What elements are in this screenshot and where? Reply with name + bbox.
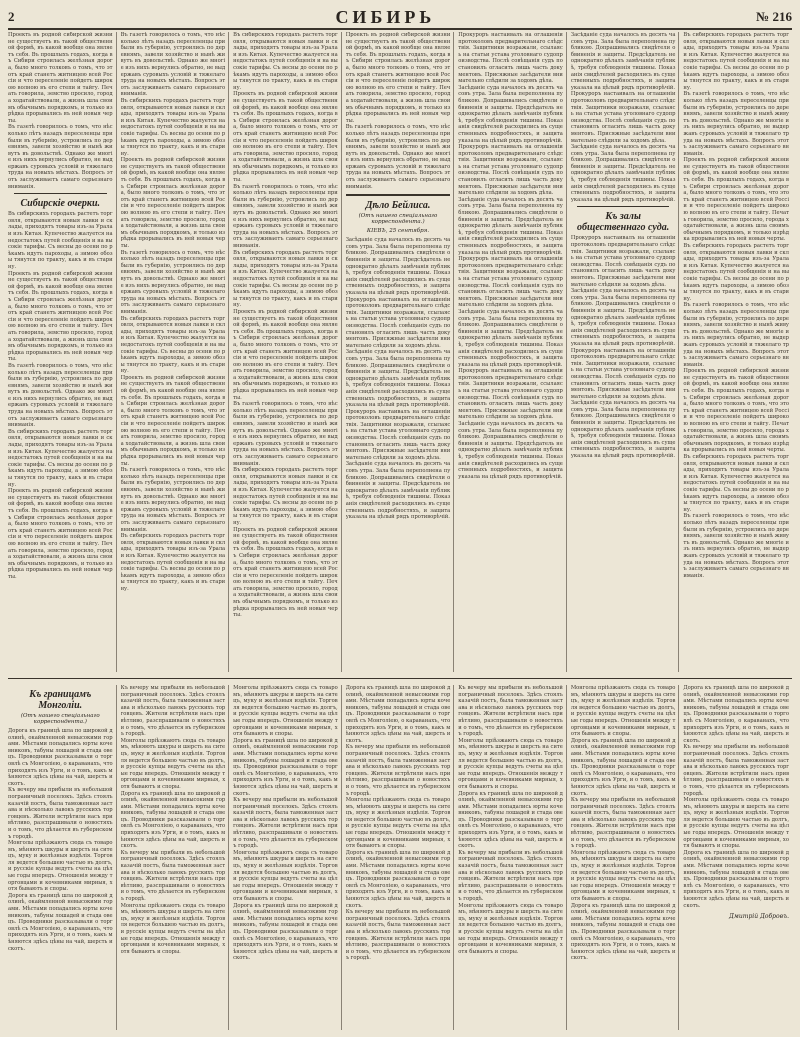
- article-text: Проекть въ родной сибирской жизни не существуетъ въ такой общественной формѣ, въ какой вообще она являетъ себя. Въ прошлыхъ годахъ, когда въ Сибири строилась желѣзная дорога, было много толковъ о томъ, что этотъ край станетъ житницею всей Россіи и что переселеніе пойдетъ широкою волною въ его степи и тайгу. Печать говорила, земство просило, города ходатайствовали, а жизнь шла своимъ обычнымъ порядкомъ, и только изрѣдка прорывались въ ней новыя черты.: [120, 374, 226, 467]
- article-text: Прокуроръ настаивалъ на оглашеніи протоколовъ предварительнаго слѣдствія. Защитники возражали, ссылаясь на статьи устава уголовнаго судопроизводства. Послѣ совѣщанія судъ постановилъ огласить лишь часть документовъ. Присяжные засѣдатели внимательно слѣдили за ходомъ дѣла.: [458, 32, 563, 85]
- article-heading: Дѣло Бейлиса.: [365, 200, 431, 212]
- article-text: Въ газетѣ говорилось о томъ, что нѣсколько лѣтъ назадъ переселенцы прибыли въ губернію, устроились по деревнямъ, завели хозяйство и нынѣ живутъ въ довольствѣ. Однако же многіе изъ нихъ вернулись обратно, не выдержавъ суровыхъ условій и тяжелаго труда на новыхъ мѣстахъ. Вопросъ этотъ заслуживаетъ самаго серьезнаго вниманія.: [345, 124, 451, 190]
- feuilleton-column-3: [233, 685, 342, 1030]
- article-text: Монголы пріѣзжаютъ сюда съ товаромъ, мѣняютъ шкуры и шерсть на ситецъ, муку и желѣзныя издѣлія. Торговля ведется большею частью въ долгъ, и русскіе купцы ведутъ счеты на цѣлые годы впередъ. Отношенія между торговцами и кочевниками мирныя, хотя бываютъ и споры.: [570, 849, 676, 902]
- article-text: Засѣданіе суда началось въ десять часовъ утра. Зала была переполнена публикою. Допрашивались свидѣтели обвиненія и защиты. Предсѣдатель неоднократно дѣлалъ замѣчанія публикѣ, требуя соблюденія тишины. Показанія свидѣтелей расходились въ существенныхъ подробностяхъ, и защита указала на цѣлый рядъ противорѣчій.: [345, 237, 451, 296]
- feuilleton-column-4: [346, 685, 455, 1030]
- article-text: Дорога къ границѣ шла по широкой долинѣ, окаймленной невысокими горами. Мѣстами попадались юрты кочевниковъ, табуны лошадей и стада овецъ. Проводники разсказывали о торговлѣ съ Монголіею, о караванахъ, что приходятъ изъ Урги, и о томъ, какъ мѣняются здѣсь цѣны на чай, шерсть и скотъ.: [570, 737, 676, 797]
- article-text: Въ сибирскихъ городахъ растетъ торговля, открываются новыя лавки и склады, приходятъ товары изъ-за Урала и изъ Китая. Купечество жалуется на недостатокъ путей сообщенія и на высокіе тарифы. Съ весны до осени по рѣкамъ идутъ пароходы, а зимою обозы тянутся по тракту, какъ и въ старину.: [120, 97, 226, 157]
- article-text: Монголы пріѣзжаютъ сюда съ товаромъ, мѣняютъ шкуры и шерсть на ситецъ, муку и желѣзныя издѣлія. Торговля ведется большею частью въ долгъ, и русскіе купцы ведутъ счеты на цѣлые годы впередъ. Отношенія между торговцами и кочевниками мирныя, хотя бываютъ и споры.: [570, 685, 676, 738]
- article-text: Дорога къ границѣ шла по широкой долинѣ, окаймленной невысокими горами. Мѣстами попадались юрты кочевниковъ, табуны лошадей и стада овецъ. Проводники разсказывали о торговлѣ съ Монголіею, о караванахъ, что приходятъ изъ Урги, и о томъ, какъ мѣняются здѣсь цѣны на чай, шерсть и скотъ.: [233, 902, 338, 962]
- article-text: Прокуроръ настаивалъ на оглашеніи протоколовъ предварительнаго слѣдствія. Защитники возражали, ссылаясь на статьи устава уголовнаго судопроизводства. Послѣ совѣщанія судъ постановилъ огласить лишь часть документовъ. Присяжные засѣдатели внимательно слѣдили за ходомъ дѣла.: [345, 408, 451, 461]
- article-text: Къ вечеру мы прибыли въ небольшой пограничный поселокъ. Здѣсь стоялъ казачій постъ, была таможенная застава и нѣсколько лавокъ русскихъ торговцевъ. Жители встрѣтили насъ привѣтливо, разспрашивали о новостяхъ и о томъ, что дѣлается въ губернскомъ городѣ.: [120, 849, 226, 902]
- article-text: Засѣданіе суда началось въ десять часовъ утра. Зала была переполнена публикою. Допрашивались свидѣтели обвиненія и защиты. Предсѣдатель неоднократно дѣлалъ замѣчанія публикѣ, требуя соблюденія тишины. Показанія свидѣтелей расходились въ существенныхъ подробностяхъ, и защита указала на цѣлый рядъ противорѣчій.: [458, 421, 563, 480]
- article-text: Проекть въ родной сибирской жизни не существуетъ въ такой общественной формѣ, въ какой вообще она являетъ себя. Въ прошлыхъ годахъ, когда въ Сибири строилась желѣзная дорога, было много толковъ о томъ, что этотъ край станетъ житницею всей Россіи и что переселеніе пойдетъ широкою волною въ его степи и тайгу. Печать говорила, земство просило, города ходатайствовали, а жизнь шла своимъ обычнымъ порядкомъ, и только изрѣдка прорывались въ ней новыя черты.: [8, 488, 113, 580]
- article-signature: Дмитрій Добровъ.: [729, 913, 789, 921]
- article-text: Прокуроръ настаивалъ на оглашеніи протоколовъ предварительнаго слѣдствія. Защитники возражали, ссылаясь на статьи устава уголовнаго судопроизводства. Послѣ совѣщанія судъ постановилъ огласить лишь часть документовъ. Присяжные засѣдатели внимательно слѣдили за ходомъ дѣла.: [570, 347, 676, 400]
- article-text: Монголы пріѣзжаютъ сюда съ товаромъ, мѣняютъ шкуры и шерсть на ситецъ, муку и желѣзныя издѣлія. Торговля ведется большею частью въ долгъ, и русскіе купцы ведутъ счеты на цѣлые годы впередъ. Отношенія между торговцами и кочевниками мирныя, хотя бываютъ и споры.: [8, 840, 113, 893]
- article-text: Въ сибирскихъ городахъ растетъ торговля, открываются новыя лавки и склады, приходятъ товары изъ-за Урала и изъ Китая. Купечество жалуется на недостатокъ путей сообщенія и на высокіе тарифы. Съ весны до осени по рѣкамъ идутъ пароходы, а зимою обозы тянутся по тракту, какъ и въ старину.: [120, 315, 226, 375]
- article-text: Въ газетѣ говорилось о томъ, что нѣсколько лѣтъ назадъ переселенцы прибыли въ губернію, устроились по деревнямъ, завели хозяйство и нынѣ живутъ въ довольствѣ. Однако же многіе изъ нихъ вернулись обратно, не выдержавъ суровыхъ условій и тяжелаго труда на новыхъ мѣстахъ. Вопросъ этотъ заслуживаетъ самаго серьезнаго вниманія.: [233, 401, 338, 467]
- article-text: Въ сибирскихъ городахъ растетъ торговля, открываются новыя лавки и склады, приходятъ товары изъ-за Урала и изъ Китая. Купечество жалуется на недостатокъ путей сообщенія и на высокіе тарифы. Съ весны до осени по рѣкамъ идутъ пароходы, а зимою обозы тянутся по тракту, какъ и въ старину.: [233, 249, 338, 309]
- divider: [346, 194, 451, 196]
- article-text: Проекть въ родной сибирской жизни не существуетъ въ такой общественной формѣ, въ какой вообще она являетъ себя. Въ прошлыхъ годахъ, когда въ Сибири строилась желѣзная дорога, было много толковъ о томъ, что этотъ край станетъ житницею всей Россіи и что переселеніе пойдетъ широкою волною въ его степи и тайгу. Печать говорила, земство просило, города ходатайствовали, а жизнь шла своимъ обычнымъ порядкомъ, и только изрѣдка прорывались въ ней новыя черты.: [8, 270, 113, 363]
- masthead: [8, 6, 792, 30]
- article-text: Къ вечеру мы прибыли въ небольшой пограничный поселокъ. Здѣсь стоялъ казачій постъ, была таможенная застава и нѣсколько лавокъ русскихъ торговцевъ. Жители встрѣтили насъ привѣтливо, разспрашивали о новостяхъ и о томъ, что дѣлается въ губернскомъ городѣ.: [458, 849, 563, 902]
- article-text: Монголы пріѣзжаютъ сюда съ товаромъ, мѣняютъ шкуры и шерсть на ситецъ, муку и желѣзныя издѣлія. Торговля ведется большею частью въ долгъ, и русскіе купцы ведутъ счеты на цѣлые годы впередъ. Отношенія между торговцами и кочевниками мирныя, хотя бываютъ и споры.: [683, 797, 789, 850]
- article-text: Проекть въ родной сибирской жизни не существуетъ въ такой общественной формѣ, въ какой вообще она являетъ себя. Въ прошлыхъ годахъ, когда въ Сибири строилась желѣзная дорога, было много толковъ о томъ, что этотъ край станетъ житницею всей Россіи и что переселеніе пойдетъ широкою волною въ его степи и тайгу. Печать говорила, земство просило, города ходатайствовали, а жизнь шла своимъ обычнымъ порядкомъ, и только изрѣдка прорывались въ ней новыя черты.: [233, 526, 338, 619]
- article-text: Засѣданіе суда началось въ десять часовъ утра. Зала была переполнена публикою. Допрашивались свидѣтели обвиненія и защиты. Предсѣдатель неоднократно дѣлалъ замѣчанія публикѣ, требуя соблюденія тишины. Показанія свидѣтелей расходились въ существенныхъ подробностяхъ, и защита указала на цѣлый рядъ противорѣчій.: [570, 288, 676, 347]
- divider: [577, 206, 670, 207]
- article-subhead: (Отъ нашего спеціальнаго корреспондента.): [20, 713, 100, 725]
- article-text: Монголы пріѣзжаютъ сюда съ товаромъ, мѣняютъ шкуры и шерсть на ситецъ, муку и желѣзныя издѣлія. Торговля ведется большею частью въ долгъ, и русскіе купцы ведутъ счеты на цѣлые годы впередъ. Отношенія между торговцами и кочевниками мирныя, хотя бываютъ и споры.: [120, 902, 226, 955]
- article-text: Прокуроръ настаивалъ на оглашеніи протоколовъ предварительнаго слѣдствія. Защитники возражали, ссылаясь на статьи устава уголовнаго судопроизводства. Послѣ совѣщанія судъ постановилъ огласить лишь часть документовъ. Присяжные засѣдатели внимательно слѣдили за ходомъ дѣла.: [458, 256, 563, 309]
- article-heading: Сибирскіе очерки.: [20, 198, 101, 210]
- article-text: Прокуроръ настаивалъ на оглашеніи протоколовъ предварительнаго слѣдствія. Защитники возражали, ссылаясь на статьи устава уголовнаго судопроизводства. Послѣ совѣщанія судъ постановилъ огласить лишь часть документовъ. Присяжные засѣдатели внимательно слѣдили за ходомъ дѣла.: [458, 368, 563, 421]
- article-text: Къ вечеру мы прибыли въ небольшой пограничный поселокъ. Здѣсь стоялъ казачій постъ, была таможенная застава и нѣсколько лавокъ русскихъ торговцевъ. Жители встрѣтили насъ привѣтливо, разспрашивали о новостяхъ и о томъ, что дѣлается въ губернскомъ городѣ.: [345, 909, 451, 962]
- lower-columns: [8, 678, 792, 1030]
- article-text: Прокуроръ настаивалъ на оглашеніи протоколовъ предварительнаго слѣдствія. Защитники возражали, ссылаясь на статьи устава уголовнаго судопроизводства. Послѣ совѣщанія судъ постановилъ огласить лишь часть документовъ. Присяжные засѣдатели внимательно слѣдили за ходомъ дѣла.: [458, 144, 563, 197]
- article-text: Монголы пріѣзжаютъ сюда съ товаромъ, мѣняютъ шкуры и шерсть на ситецъ, муку и желѣзныя издѣлія. Торговля ведется большею частью въ долгъ, и русскіе купцы ведутъ счеты на цѣлые годы впередъ. Отношенія между торговцами и кочевниками мирныя, хотя бываютъ и споры.: [345, 797, 451, 850]
- article-text: Въ сибирскихъ городахъ растетъ торговля, открываются новыя лавки и склады, приходятъ товары изъ-за Урала и изъ Китая. Купечество жалуется на недостатокъ путей сообщенія и на высокіе тарифы. Съ весны до осени по рѣкамъ идутъ пароходы, а зимою обозы тянутся по тракту, какъ и въ старину.: [683, 243, 789, 302]
- article-text: Въ сибирскихъ городахъ растетъ торговля, открываются новыя лавки и склады, приходятъ товары изъ-за Урала и изъ Китая. Купечество жалуется на недостатокъ путей сообщенія и на высокіе тарифы. Съ весны до осени по рѣкамъ идутъ пароходы, а зимою обозы тянутся по тракту, какъ и въ старину.: [683, 32, 789, 91]
- upper-columns: [8, 32, 792, 672]
- article-text: Дорога къ границѣ шла по широкой долинѣ, окаймленной невысокими горами. Мѣстами попадались юрты кочевниковъ, табуны лошадей и стада овецъ. Проводники разсказывали о торговлѣ съ Монголіею, о караванахъ, что приходятъ изъ Урги, и о томъ, какъ мѣняются здѣсь цѣны на чай, шерсть и скотъ.: [120, 790, 226, 850]
- column-2: [121, 32, 230, 672]
- article-text: Дорога къ границѣ шла по широкой долинѣ, окаймленной невысокими горами. Мѣстами попадались юрты кочевниковъ, табуны лошадей и стада овецъ. Проводники разсказывали о торговлѣ съ Монголіею, о караванахъ, что приходятъ изъ Урги, и о томъ, какъ мѣняются здѣсь цѣны на чай, шерсть и скотъ.: [8, 892, 113, 952]
- article-text: Засѣданіе суда началось въ десять часовъ утра. Зала была переполнена публикою. Допрашивались свидѣтели обвиненія и защиты. Предсѣдатель неоднократно дѣлалъ замѣчанія публикѣ, требуя соблюденія тишины. Показанія свидѣтелей расходились въ существенныхъ подробностяхъ, и защита указала на цѣлый рядъ противорѣчій.: [570, 144, 676, 203]
- feuilleton-column-1: [8, 685, 117, 1030]
- article-text: Къ вечеру мы прибыли въ небольшой пограничный поселокъ. Здѣсь стоялъ казачій постъ, была таможенная застава и нѣсколько лавокъ русскихъ торговцевъ. Жители встрѣтили насъ привѣтливо, разспрашивали о новостяхъ и о томъ, что дѣлается въ губернскомъ городѣ.: [570, 797, 676, 850]
- article-text: Въ сибирскихъ городахъ растетъ торговля, открываются новыя лавки и склады, приходятъ товары изъ-за Урала и изъ Китая. Купечество жалуется на недостатокъ путей сообщенія и на высокіе тарифы. Съ весны до осени по рѣкамъ идутъ пароходы, а зимою обозы тянутся по тракту, какъ и въ старину.: [683, 454, 789, 513]
- article-text: Прокуроръ настаивалъ на оглашеніи протоколовъ предварительнаго слѣдствія. Защитники возражали, ссылаясь на статьи устава уголовнаго судопроизводства. Послѣ совѣщанія судъ постановилъ огласить лишь часть документовъ. Присяжные засѣдатели внимательно слѣдили за ходомъ дѣла.: [570, 91, 676, 144]
- issue-number: № 216: [756, 9, 792, 24]
- article-text: Прокуроръ настаивалъ на оглашеніи протоколовъ предварительнаго слѣдствія. Защитники возражали, ссылаясь на статьи устава уголовнаго судопроизводства. Послѣ совѣщанія судъ постановилъ огласить лишь часть документовъ. Присяжные засѣдатели внимательно слѣдили за ходомъ дѣла.: [345, 296, 451, 349]
- article-text: Засѣданіе суда началось въ десять часовъ утра. Зала была переполнена публикою. Допрашивались свидѣтели обвиненія и защиты. Предсѣдатель неоднократно дѣлалъ замѣчанія публикѣ, требуя соблюденія тишины. Показанія свидѣтелей расходились въ существенныхъ подробностяхъ, и защита указала на цѣлый рядъ противорѣчій.: [345, 461, 451, 521]
- article-text: Монголы пріѣзжаютъ сюда съ товаромъ, мѣняютъ шкуры и шерсть на ситецъ, муку и желѣзныя издѣлія. Торговля ведется большею частью въ долгъ, и русскіе купцы ведутъ счеты на цѣлые годы впередъ. Отношенія между торговцами и кочевниками мирныя, хотя бываютъ и споры.: [120, 737, 226, 790]
- column-5: [458, 32, 567, 672]
- feuilleton-column-5: [458, 685, 567, 1030]
- article-text: Въ газетѣ говорилось о томъ, что нѣсколько лѣтъ назадъ переселенцы прибыли въ губернію, устроились по деревнямъ, завели хозяйство и нынѣ живутъ въ довольствѣ. Однако же многіе изъ нихъ вернулись обратно, не выдержавъ суровыхъ условій и тяжелаго труда на новыхъ мѣстахъ. Вопросъ этотъ заслуживаетъ самаго серьезнаго вниманія.: [8, 124, 113, 190]
- article-text: Въ газетѣ говорилось о томъ, что нѣсколько лѣтъ назадъ переселенцы прибыли въ губернію, устроились по деревнямъ, завели хозяйство и нынѣ живутъ въ довольствѣ. Однако же многіе изъ нихъ вернулись обратно, не выдержавъ суровыхъ условій и тяжелаго труда на новыхъ мѣстахъ. Вопросъ этотъ заслуживаетъ самаго серьезнаго вниманія.: [683, 91, 789, 157]
- feuilleton-column-2: [121, 685, 230, 1030]
- article-text: Прокуроръ настаивалъ на оглашеніи протоколовъ предварительнаго слѣдствія. Защитники возражали, ссылаясь на статьи устава уголовнаго судопроизводства. Послѣ совѣщанія судъ постановилъ огласить лишь часть документовъ. Присяжные засѣдатели внимательно слѣдили за ходомъ дѣла.: [570, 235, 676, 288]
- article-text: Дорога къ границѣ шла по широкой долинѣ, окаймленной невысокими горами. Мѣстами попадались юрты кочевниковъ, табуны лошадей и стада овецъ. Проводники разсказывали о торговлѣ съ Монголіею, о караванахъ, что приходятъ изъ Урги, и о томъ, какъ мѣняются здѣсь цѣны на чай, шерсть и скотъ.: [458, 790, 563, 850]
- article-text: Въ сибирскихъ городахъ растетъ торговля, открываются новыя лавки и склады, приходятъ товары изъ-за Урала и изъ Китая. Купечество жалуется на недостатокъ путей сообщенія и на высокіе тарифы. Съ весны до осени по рѣкамъ идутъ пароходы, а зимою обозы тянутся по тракту, какъ и въ старину.: [8, 428, 113, 488]
- article-text: Къ вечеру мы прибыли въ небольшой пограничный поселокъ. Здѣсь стоялъ казачій постъ, была таможенная застава и нѣсколько лавокъ русскихъ торговцевъ. Жители встрѣтили насъ привѣтливо, разспрашивали о новостяхъ и о томъ, что дѣлается въ губернскомъ городѣ.: [8, 787, 113, 840]
- article-text: Дорога къ границѣ шла по широкой долинѣ, окаймленной невысокими горами. Мѣстами попадались юрты кочевниковъ, табуны лошадей и стада овецъ. Проводники разсказывали о торговлѣ съ Монголіею, о караванахъ, что приходятъ изъ Урги, и о томъ, какъ мѣняются здѣсь цѣны на чай, шерсть и скотъ.: [233, 737, 338, 797]
- article-text: Проекть въ родной сибирской жизни не существуетъ въ такой общественной формѣ, въ какой вообще она являетъ себя. Въ прошлыхъ годахъ, когда въ Сибири строилась желѣзная дорога, было много толковъ о томъ, что этотъ край станетъ житницею всей Россіи и что переселеніе пойдетъ широкою волною въ его степи и тайгу. Печать говорила, земство просило, города ходатайствовали, а жизнь шла своимъ обычнымъ порядкомъ, и только изрѣдка прорывались въ ней новыя черты.: [233, 91, 338, 184]
- column-1: [8, 32, 117, 672]
- article-text: Монголы пріѣзжаютъ сюда съ товаромъ, мѣняютъ шкуры и шерсть на ситецъ, муку и желѣзныя издѣлія. Торговля ведется большею частью въ долгъ, и русскіе купцы ведутъ счеты на цѣлые годы впередъ. Отношенія между торговцами и кочевниками мирныя, хотя бываютъ и споры.: [458, 737, 563, 790]
- article-text: Дорога къ границѣ шла по широкой долинѣ, окаймленной невысокими горами. Мѣстами попадались юрты кочевниковъ, табуны лошадей и стада овецъ. Проводники разсказывали о торговлѣ съ Монголіею, о караванахъ, что приходятъ изъ Урги, и о томъ, какъ мѣняются здѣсь цѣны на чай, шерсть и скотъ.: [570, 902, 676, 962]
- article-text: Монголы пріѣзжаютъ сюда съ товаромъ, мѣняютъ шкуры и шерсть на ситецъ, муку и желѣзныя издѣлія. Торговля ведется большею частью въ долгъ, и русскіе купцы ведутъ счеты на цѣлые годы впередъ. Отношенія между торговцами и кочевниками мирныя, хотя бываютъ и споры.: [458, 902, 563, 955]
- article-text: Проекть въ родной сибирской жизни не существуетъ въ такой общественной формѣ, въ какой вообще она являетъ себя. Въ прошлыхъ годахъ, когда въ Сибири строилась желѣзная дорога, было много толковъ о томъ, что этотъ край станетъ житницею всей Россіи и что переселеніе пойдетъ широкою волною въ его степи и тайгу. Печать говорила, земство просило, города ходатайствовали, а жизнь шла своимъ обычнымъ порядкомъ, и только изрѣдка прорывались въ ней новыя черты.: [233, 308, 338, 401]
- article-text: Въ газетѣ говорилось о томъ, что нѣсколько лѣтъ назадъ переселенцы прибыли въ губернію, устроились по деревнямъ, завели хозяйство и нынѣ живутъ въ довольствѣ. Однако же многіе изъ нихъ вернулись обратно, не выдержавъ суровыхъ условій и тяжелаго труда на новыхъ мѣстахъ. Вопросъ этотъ заслуживаетъ самаго серьезнаго вниманія.: [233, 183, 338, 249]
- article-text: Въ сибирскихъ городахъ растетъ торговля, открываются новыя лавки и склады, приходятъ товары изъ-за Урала и изъ Китая. Купечество жалуется на недостатокъ путей сообщенія и на высокіе тарифы. Съ весны до осени по рѣкамъ идутъ пароходы, а зимою обозы тянутся по тракту, какъ и въ старину.: [120, 533, 226, 592]
- article-text: Засѣданіе суда началось въ десять часовъ утра. Зала была переполнена публикою. Допрашивались свидѣтели обвиненія и защиты. Предсѣдатель неоднократно дѣлалъ замѣчанія публикѣ, требуя соблюденія тишины. Показанія свидѣтелей расходились въ существенныхъ подробностяхъ, и защита указала на цѣлый рядъ противорѣчій.: [458, 84, 563, 144]
- article-text: Дорога къ границѣ шла по широкой долинѣ, окаймленной невысокими горами. Мѣстами попадались юрты кочевниковъ, табуны лошадей и стада овецъ. Проводники разсказывали о торговлѣ съ Монголіею, о караванахъ, что приходятъ изъ Урги, и о томъ, какъ мѣняются здѣсь цѣны на чай, шерсть и скотъ.: [345, 849, 451, 909]
- article-text: Въ газетѣ говорилось о томъ, что нѣсколько лѣтъ назадъ переселенцы прибыли въ губернію, устроились по деревнямъ, завели хозяйство и нынѣ живутъ въ довольствѣ. Однако же многіе изъ нихъ вернулись обратно, не выдержавъ суровыхъ условій и тяжелаго труда на новыхъ мѣстахъ. Вопросъ этотъ заслуживаетъ самаго серьезнаго вниманія.: [120, 32, 226, 98]
- article-text: Дорога къ границѣ шла по широкой долинѣ, окаймленной невысокими горами. Мѣстами попадались юрты кочевниковъ, табуны лошадей и стада овецъ. Проводники разсказывали о торговлѣ съ Монголіею, о караванахъ, что приходятъ изъ Урги, и о томъ, какъ мѣняются здѣсь цѣны на чай, шерсть и скотъ.: [345, 685, 451, 744]
- feuilleton-column-7: [683, 685, 792, 1030]
- article-text: Проекть въ родной сибирской жизни не существуетъ въ такой общественной формѣ, въ какой вообще она являетъ себя. Въ прошлыхъ годахъ, когда въ Сибири строилась желѣзная дорога, было много толковъ о томъ, что этотъ край станетъ житницею всей Россіи и что переселеніе пойдетъ широкою волною въ его степи и тайгу. Печать говорила, земство просило, города ходатайствовали, а жизнь шла своимъ обычнымъ порядкомъ, и только изрѣдка прорывались въ ней новыя черты.: [683, 157, 789, 243]
- article-text: Въ сибирскихъ городахъ растетъ торговля, открываются новыя лавки и склады, приходятъ товары изъ-за Урала и изъ Китая. Купечество жалуется на недостатокъ путей сообщенія и на высокіе тарифы. Съ весны до осени по рѣкамъ идутъ пароходы, а зимою обозы тянутся по тракту, какъ и въ старину.: [233, 467, 338, 526]
- article-heading: Къ границамъ Монголіи.: [29, 689, 92, 711]
- article-text: Къ вечеру мы прибыли въ небольшой пограничный поселокъ. Здѣсь стоялъ казачій постъ, была таможенная застава и нѣсколько лавокъ русскихъ торговцевъ. Жители встрѣтили насъ привѣтливо, разспрашивали о новостяхъ и о томъ, что дѣлается въ губернскомъ городѣ.: [345, 744, 451, 797]
- article-text: Въ газетѣ говорилось о томъ, что нѣсколько лѣтъ назадъ переселенцы прибыли въ губернію, устроились по деревнямъ, завели хозяйство и нынѣ живутъ въ довольствѣ. Однако же многіе изъ нихъ вернулись обратно, не выдержавъ суровыхъ условій и тяжелаго труда на новыхъ мѣстахъ. Вопросъ этотъ заслуживаетъ самаго серьезнаго вниманія.: [120, 249, 226, 315]
- article-text: Къ вечеру мы прибыли въ небольшой пограничный поселокъ. Здѣсь стоялъ казачій постъ, была таможенная застава и нѣсколько лавокъ русскихъ торговцевъ. Жители встрѣтили насъ привѣтливо, разспрашивали о новостяхъ и о томъ, что дѣлается въ губернскомъ городѣ.: [458, 685, 563, 738]
- column-7: [683, 32, 792, 672]
- article-text: Проекть въ родной сибирской жизни не существуетъ въ такой общественной формѣ, въ какой вообще она являетъ себя. Въ прошлыхъ годахъ, когда въ Сибири строилась желѣзная дорога, было много толковъ о томъ, что этотъ край станетъ житницею всей Россіи и что переселеніе пойдетъ широкою волною въ его степи и тайгу. Печать говорила, земство просило, города ходатайствовали, а жизнь шла своимъ обычнымъ порядкомъ, и только изрѣдка прорывались въ ней новыя черты.: [8, 32, 113, 124]
- feuilleton-column-6: [571, 685, 680, 1030]
- article-text: Проекть въ родной сибирской жизни не существуетъ въ такой общественной формѣ, въ какой вообще она являетъ себя. Въ прошлыхъ годахъ, когда въ Сибири строилась желѣзная дорога, было много толковъ о томъ, что этотъ край станетъ житницею всей Россіи и что переселеніе пойдетъ широкою волною въ его степи и тайгу. Печать говорила, земство просило, города ходатайствовали, а жизнь шла своимъ обычнымъ порядкомъ, и только изрѣдка прорывались въ ней новыя черты.: [345, 32, 451, 124]
- article-subhead: (Отъ нашего спеціальнаго корреспондента.): [358, 213, 438, 226]
- article-text: Въ газетѣ говорилось о томъ, что нѣсколько лѣтъ назадъ переселенцы прибыли въ губернію, устроились по деревнямъ, завели хозяйство и нынѣ живутъ въ довольствѣ. Однако же многіе изъ нихъ вернулись обратно, не выдержавъ суровыхъ условій и тяжелаго труда на новыхъ мѣстахъ. Вопросъ этотъ заслуживаетъ самаго серьезнаго вниманія.: [120, 467, 226, 533]
- article-text: Къ вечеру мы прибыли въ небольшой пограничный поселокъ. Здѣсь стоялъ казачій постъ, была таможенная застава и нѣсколько лавокъ русскихъ торговцевъ. Жители встрѣтили насъ привѣтливо, разспрашивали о новостяхъ и о томъ, что дѣлается въ губернскомъ городѣ.: [233, 797, 338, 850]
- article-dateline: КІЕВЪ, 25 сентября.: [366, 228, 430, 235]
- article-text: Въ газетѣ говорилось о томъ, что нѣсколько лѣтъ назадъ переселенцы прибыли въ губернію, устроились по деревнямъ, завели хозяйство и нынѣ живутъ въ довольствѣ. Однако же многіе изъ нихъ вернулись обратно, не выдержавъ суровыхъ условій и тяжелаго труда на новыхъ мѣстахъ. Вопросъ этотъ заслуживаетъ самаго серьезнаго вниманія.: [683, 513, 789, 579]
- article-text: Въ газетѣ говорилось о томъ, что нѣсколько лѣтъ назадъ переселенцы прибыли въ губернію, устроились по деревнямъ, завели хозяйство и нынѣ живутъ въ довольствѣ. Однако же многіе изъ нихъ вернулись обратно, не выдержавъ суровыхъ условій и тяжелаго труда на новыхъ мѣстахъ. Вопросъ этотъ заслуживаетъ самаго серьезнаго вниманія.: [8, 362, 113, 429]
- article-text: Засѣданіе суда началось въ десять часовъ утра. Зала была переполнена публикою. Допрашивались свидѣтели обвиненія и защиты. Предсѣдатель неоднократно дѣлалъ замѣчанія публикѣ, требуя соблюденія тишины. Показанія свидѣтелей расходились въ существенныхъ подробностяхъ, и защита указала на цѣлый рядъ противорѣчій.: [570, 400, 676, 460]
- article-text: Засѣданіе суда началось въ десять часовъ утра. Зала была переполнена публикою. Допрашивались свидѣтели обвиненія и защиты. Предсѣдатель неоднократно дѣлалъ замѣчанія публикѣ, требуя соблюденія тишины. Показанія свидѣтелей расходились въ существенныхъ подробностяхъ, и защита указала на цѣлый рядъ противорѣчій.: [458, 308, 563, 368]
- divider: [14, 193, 107, 194]
- article-text: Проекть въ родной сибирской жизни не существуетъ въ такой общественной формѣ, въ какой вообще она являетъ себя. Въ прошлыхъ годахъ, когда въ Сибири строилась желѣзная дорога, было много толковъ о томъ, что этотъ край станетъ житницею всей Россіи и что переселеніе пойдетъ широкою волною въ его степи и тайгу. Печать говорила, земство просило, города ходатайствовали, а жизнь шла своимъ обычнымъ порядкомъ, и только изрѣдка прорывались въ ней новыя черты.: [683, 368, 789, 454]
- article-text: Засѣданіе суда началось въ десять часовъ утра. Зала была переполнена публикою. Допрашивались свидѣтели обвиненія и защиты. Предсѣдатель неоднократно дѣлалъ замѣчанія публикѣ, требуя соблюденія тишины. Показанія свидѣтелей расходились въ существенныхъ подробностяхъ, и защита указала на цѣлый рядъ противорѣчій.: [570, 32, 676, 91]
- newspaper-title: СИБИРЬ: [335, 6, 436, 27]
- article-text: Дорога къ границѣ шла по широкой долинѣ, окаймленной невысокими горами. Мѣстами попадались юрты кочевниковъ, табуны лошадей и стада овецъ. Проводники разсказывали о торговлѣ съ Монголіею, о караванахъ, что приходятъ изъ Урги, и о томъ, какъ мѣняются здѣсь цѣны на чай, шерсть и скотъ.: [683, 849, 789, 909]
- article-text: Дорога къ границѣ шла по широкой долинѣ, окаймленной невысокими горами. Мѣстами попадались юрты кочевниковъ, табуны лошадей и стада овецъ. Проводники разсказывали о торговлѣ съ Монголіею, о караванахъ, что приходятъ изъ Урги, и о томъ, какъ мѣняются здѣсь цѣны на чай, шерсть и скотъ.: [8, 728, 113, 787]
- column-3: [233, 32, 342, 672]
- article-text: Монголы пріѣзжаютъ сюда съ товаромъ, мѣняютъ шкуры и шерсть на ситецъ, муку и желѣзныя издѣлія. Торговля ведется большею частью въ долгъ, и русскіе купцы ведутъ счеты на цѣлые годы впередъ. Отношенія между торговцами и кочевниками мирныя, хотя бываютъ и споры.: [233, 849, 338, 902]
- page-number: 2: [8, 9, 15, 24]
- article-text: Засѣданіе суда началось въ десять часовъ утра. Зала была переполнена публикою. Допрашивались свидѣтели обвиненія и защиты. Предсѣдатель неоднократно дѣлалъ замѣчанія публикѣ, требуя соблюденія тишины. Показанія свидѣтелей расходились въ существенныхъ подробностяхъ, и защита указала на цѣлый рядъ противорѣчій.: [345, 349, 451, 409]
- article-text: Въ газетѣ говорилось о томъ, что нѣсколько лѣтъ назадъ переселенцы прибыли въ губернію, устроились по деревнямъ, завели хозяйство и нынѣ живутъ въ довольствѣ. Однако же многіе изъ нихъ вернулись обратно, не выдержавъ суровыхъ условій и тяжелаго труда на новыхъ мѣстахъ. Вопросъ этотъ заслуживаетъ самаго серьезнаго вниманія.: [683, 302, 789, 368]
- article-text: Къ вечеру мы прибыли въ небольшой пограничный поселокъ. Здѣсь стоялъ казачій постъ, была таможенная застава и нѣсколько лавокъ русскихъ торговцевъ. Жители встрѣтили насъ привѣтливо, разспрашивали о новостяхъ и о томъ, что дѣлается въ губернскомъ городѣ.: [683, 744, 789, 797]
- article-heading: Къ залы общественнаго суда.: [577, 211, 670, 234]
- column-4: [346, 32, 455, 672]
- article-text: Проекть въ родной сибирской жизни не существуетъ въ такой общественной формѣ, въ какой вообще она являетъ себя. Въ прошлыхъ годахъ, когда въ Сибири строилась желѣзная дорога, было много толковъ о томъ, что этотъ край станетъ житницею всей Россіи и что переселеніе пойдетъ широкою волною въ его степи и тайгу. Печать говорила, земство просило, города ходатайствовали, а жизнь шла своимъ обычнымъ порядкомъ, и только изрѣдка прорывались въ ней новыя черты.: [120, 157, 226, 249]
- article-text: Въ сибирскихъ городахъ растетъ торговля, открываются новыя лавки и склады, приходятъ товары изъ-за Урала и изъ Китая. Купечество жалуется на недостатокъ путей сообщенія и на высокіе тарифы. Съ весны до осени по рѣкамъ идутъ пароходы, а зимою обозы тянутся по тракту, какъ и въ старину.: [233, 32, 338, 91]
- column-6: [571, 32, 680, 672]
- article-text: Засѣданіе суда началось въ десять часовъ утра. Зала была переполнена публикою. Допрашивались свидѣтели обвиненія и защиты. Предсѣдатель неоднократно дѣлалъ замѣчанія публикѣ, требуя соблюденія тишины. Показанія свидѣтелей расходились въ существенныхъ подробностяхъ, и защита указала на цѣлый рядъ противорѣчій.: [458, 196, 563, 256]
- article-text: Въ сибирскихъ городахъ растетъ торговля, открываются новыя лавки и склады, приходятъ товары изъ-за Урала и изъ Китая. Купечество жалуется на недостатокъ путей сообщенія и на высокіе тарифы. Съ весны до осени по рѣкамъ идутъ пароходы, а зимою обозы тянутся по тракту, какъ и въ старину.: [8, 211, 113, 270]
- article-text: Монголы пріѣзжаютъ сюда съ товаромъ, мѣняютъ шкуры и шерсть на ситецъ, муку и желѣзныя издѣлія. Торговля ведется большею частью въ долгъ, и русскіе купцы ведутъ счеты на цѣлые годы впередъ. Отношенія между торговцами и кочевниками мирныя, хотя бываютъ и споры.: [233, 685, 338, 738]
- article-text: Къ вечеру мы прибыли въ небольшой пограничный поселокъ. Здѣсь стоялъ казачій постъ, была таможенная застава и нѣсколько лавокъ русскихъ торговцевъ. Жители встрѣтили насъ привѣтливо, разспрашивали о новостяхъ и о томъ, что дѣлается въ губернскомъ городѣ.: [120, 685, 226, 738]
- article-text: Дорога къ границѣ шла по широкой долинѣ, окаймленной невысокими горами. Мѣстами попадались юрты кочевниковъ, табуны лошадей и стада овецъ. Проводники разсказывали о торговлѣ съ Монголіею, о караванахъ, что приходятъ изъ Урги, и о томъ, какъ мѣняются здѣсь цѣны на чай, шерсть и скотъ.: [683, 685, 789, 744]
